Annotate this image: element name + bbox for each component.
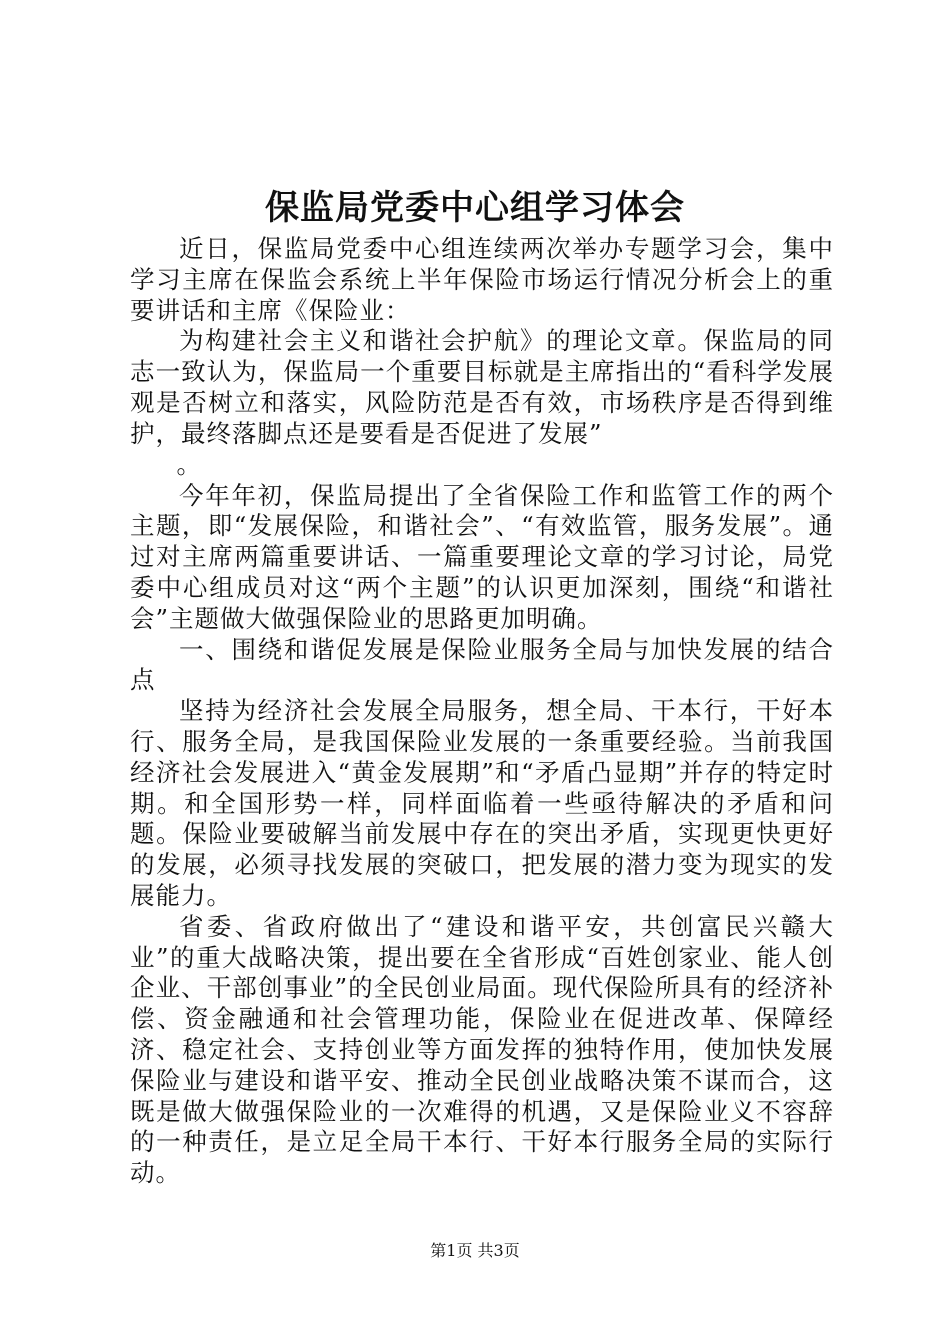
- paragraph: 坚持为经济社会发展全局服务，想全局、干本行，干好本行、服务全局，是我国保险业发展的一条重要经验。当前我国经济社会发展进入“黄金发展期”和“矛盾凸显期”并存的特定时期。和全国形势一样，同样面临着一些亟待解决的矛盾和问题。保险业要破解当前发展中存在的突出矛盾，实现更快更好的发展，必须寻找发展的突破口，把发展的潜力变为现实的发展能力。: [130, 696, 834, 910]
- section-heading: 一、围绕和谐促发展是保险业服务全局与加快发展的结合点: [130, 634, 834, 695]
- paragraph: 为构建社会主义和谐社会护航》的理论文章。保监局的同志一致认为，保监局一个重要目标就是主席指出的“看科学发展观是否树立和落实，风险防范是否有效，市场秩序是否得到维护，最终落脚点还是要看是否促进了发展”: [130, 326, 834, 448]
- paragraph: 今年年初，保监局提出了全省保险工作和监管工作的两个主题，即“发展保险，和谐社会”、“有效监管，服务发展”。通过对主席两篇重要讲话、一篇重要理论文章的学习讨论，局党委中心组成员对这“两个主题”的认识更加深刻，围绕“和谐社会”主题做大做强保险业的思路更加明确。: [130, 480, 834, 633]
- paragraph: 近日，保监局党委中心组连续两次举办专题学习会，集中学习主席在保监会系统上半年保险市场运行情况分析会上的重要讲话和主席《保险业：: [130, 234, 834, 325]
- page-footer: 第1页 共3页: [430, 1241, 520, 1260]
- document-body: [130, 234, 834, 1189]
- paragraph: 。: [176, 449, 203, 479]
- document-title: 保监局党委中心组学习体会: [265, 188, 685, 228]
- paragraph: 省委、省政府做出了“建设和谐平安，共创富民兴赣大业”的重大战略决策，提出要在全省形成“百姓创家业、能人创企业、干部创事业”的全民创业局面。现代保险所具有的经济补偿、资金融通和社会管理功能，保险业在促进改革、保障经济、稳定社会、支持创业等方面发挥的独特作用，使加快发展保险业与建设和谐平安、推动全民创业战略决策不谋而合，这既是做大做强保险业的一次难得的机遇，又是保险业义不容辞的一种责任，是立足全局干本行、干好本行服务全局的实际行动。: [130, 911, 834, 1188]
